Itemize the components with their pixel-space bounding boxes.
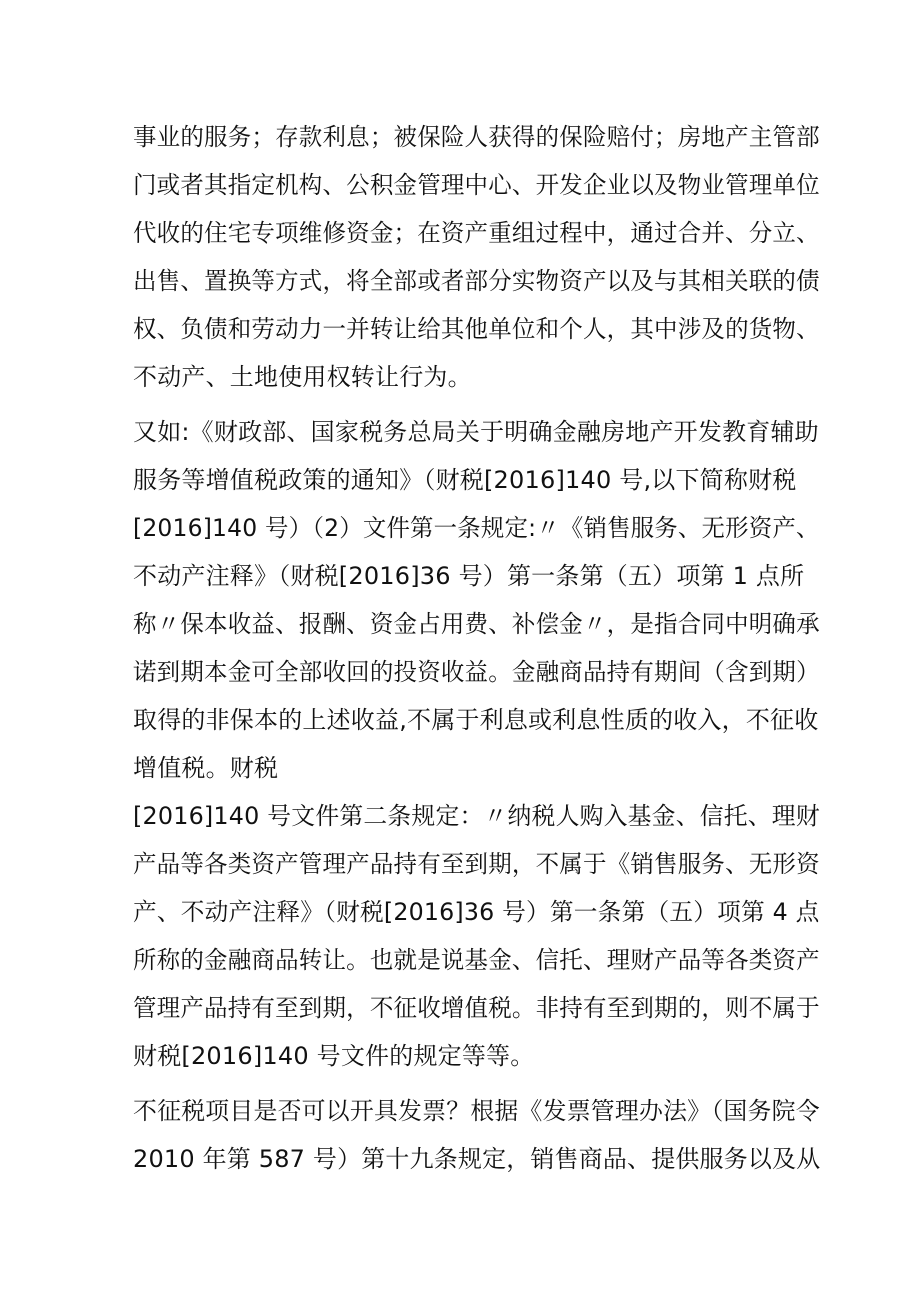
text-line: 门或者其指定机构、公积金管理中心、开发企业以及物业管理单位 [133,171,820,199]
text-line: 称〃保本收益、报酬、资金占用费、补偿金〃，是指合同中明确承 [133,610,820,638]
text-line: 取得的非保本的上述收益,不属于利息或利息性质的收入，不征收 [133,706,819,734]
text-line: 不动产注释》（财税[2016]36 号）第一条第（五）项第 1 点所 [133,562,805,590]
text-line: 出售、置换等方式，将全部或者部分实物资产以及与其相关联的债 [133,267,820,295]
text-line: [2016]140 号文件第二条规定：〃纳税人购入基金、信托、理财 [133,802,820,830]
text-line: 代收的住宅专项维修资金；在资产重组过程中，通过合并、分立、 [133,219,820,247]
text-line: 2010 年第 587 号）第十九条规定，销售商品、提供服务以及从 [133,1145,821,1173]
text-line: 事业的服务；存款利息；被保险人获得的保险赔付；房地产主管部 [133,123,820,151]
text-line: 所称的金融商品转让。也就是说基金、信托、理财产品等各类资产 [133,946,820,974]
text-line: 产、不动产注释》（财税[2016]36 号）第一条第（五）项第 4 点 [133,898,820,926]
text-line: 权、负债和劳动力一并转让给其他单位和个人，其中涉及的货物、 [133,315,820,343]
text-line: 又如:《财政部、国家税务总局关于明确金融房地产开发教育辅助 [133,418,819,446]
text-line: 不动产、土地使用权转让行为。 [133,363,472,391]
text-line: 不征税项目是否可以开具发票？根据《发票管理办法》（国务院令 [133,1097,820,1125]
text-line: 服务等增值税政策的通知》（财税[2016]140 号,以下简称财税 [133,466,797,494]
text-line: 财税[2016]140 号文件的规定等等。 [133,1042,535,1070]
text-line: 增值税。财税 [133,754,279,782]
text-line: 管理产品持有至到期，不征收增值税。非持有至到期的，则不属于 [133,994,820,1022]
text-line: [2016]140 号）（2）文件第一条规定:〃《销售服务、无形资产、 [133,514,820,542]
text-line: 产品等各类资产管理产品持有至到期，不属于《销售服务、无形资 [133,850,820,878]
text-line: 诺到期本金可全部收回的投资收益。金融商品持有期间（含到期） [133,658,820,686]
